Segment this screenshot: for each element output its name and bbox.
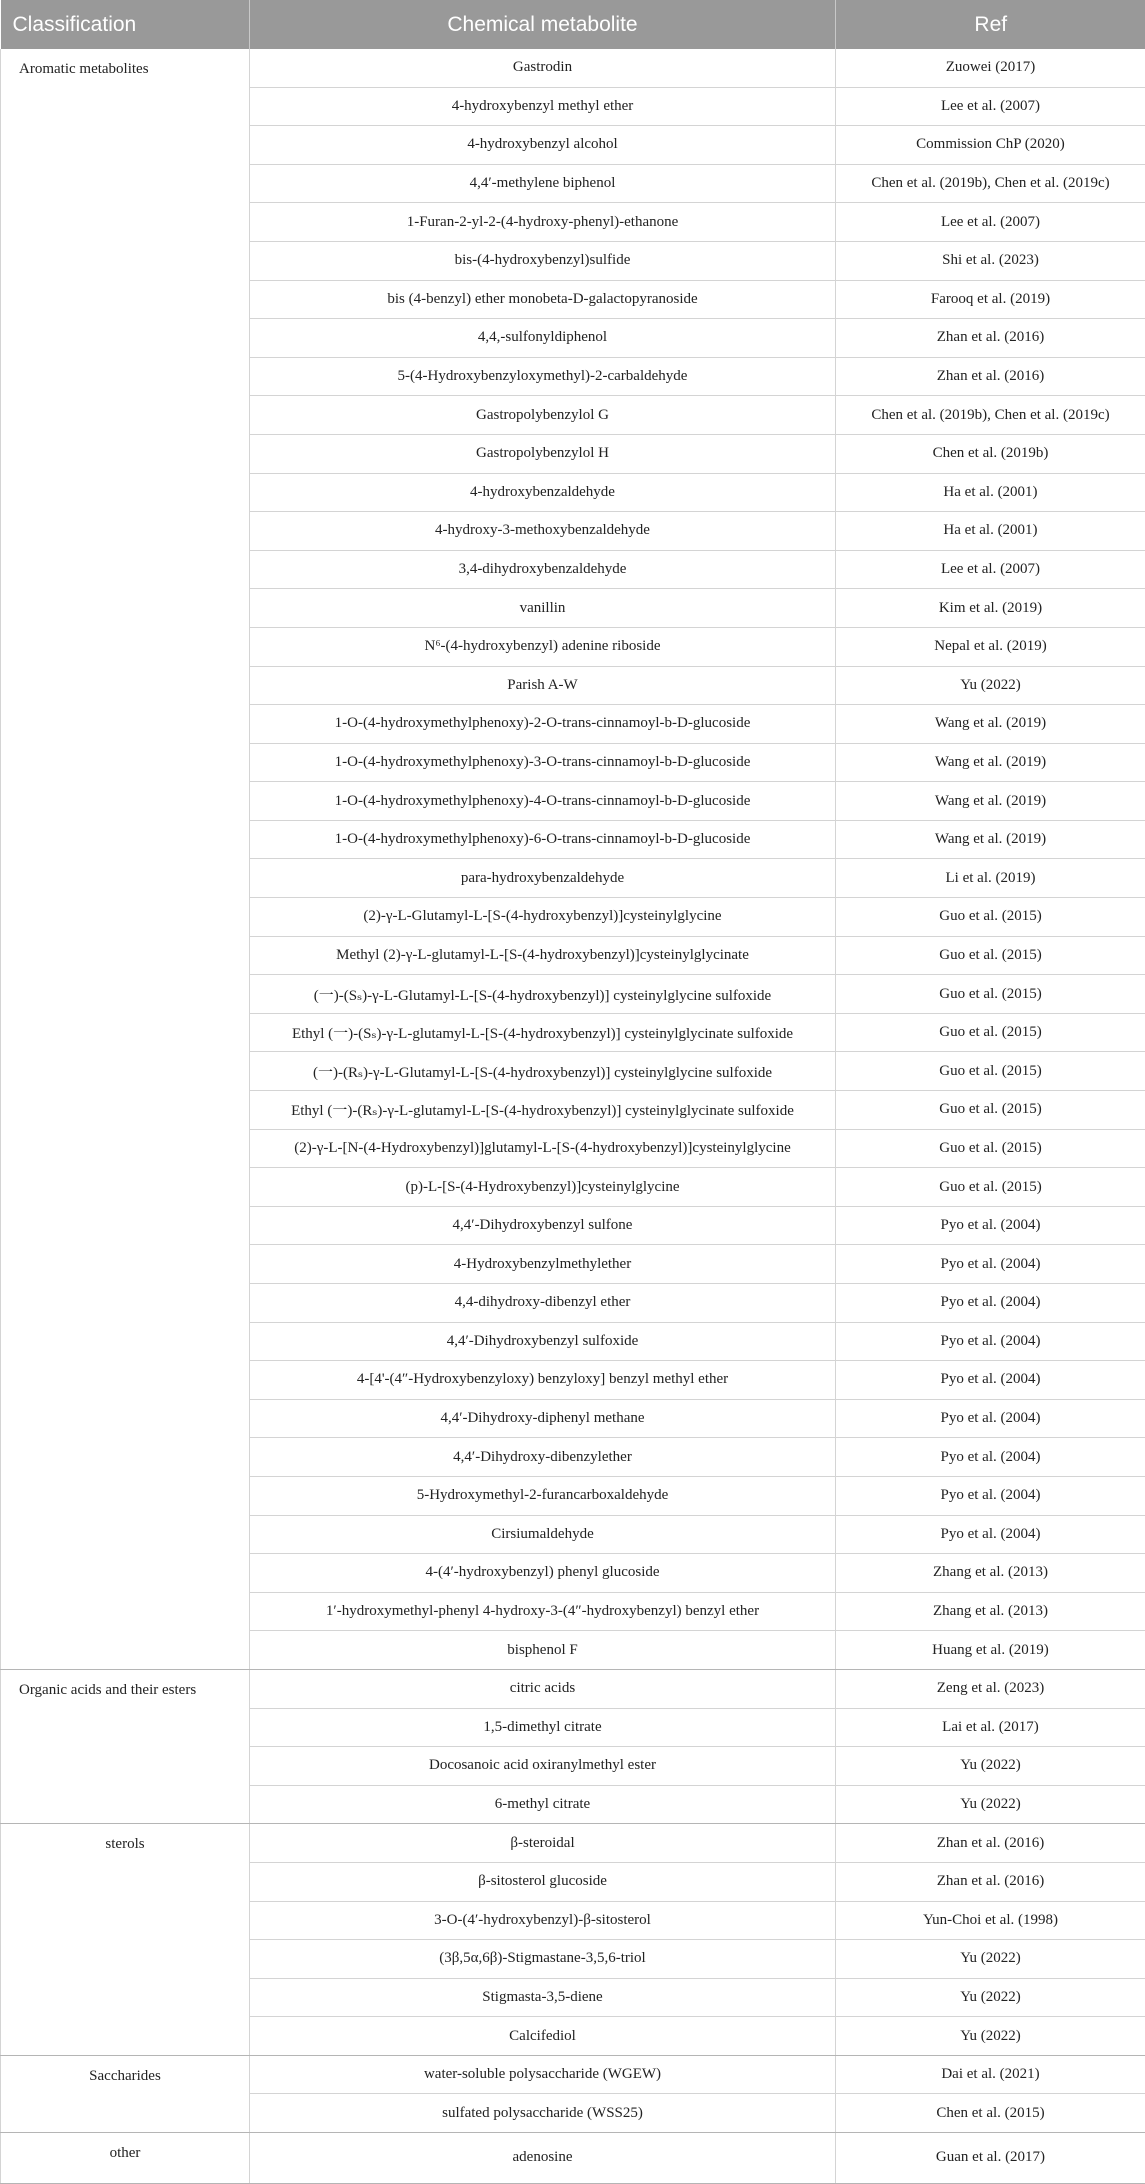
header-row xyxy=(1,0,1145,49)
ref-cell: Zhan et al. (2016) xyxy=(836,1824,1145,1863)
metabolite-cell: Calcifediol xyxy=(250,2017,836,2056)
metabolite-cell: Gastropolybenzylol H xyxy=(250,434,836,473)
classification-cell: Organic acids and their esters xyxy=(1,1669,250,1823)
metabolite-cell: 4-Hydroxybenzylmethylether xyxy=(250,1245,836,1284)
metabolite-cell: sulfated polysaccharide (WSS25) xyxy=(250,2094,836,2133)
ref-cell: Zuowei (2017) xyxy=(836,49,1145,87)
ref-cell: Pyo et al. (2004) xyxy=(836,1476,1145,1515)
ref-cell: Chen et al. (2019b) xyxy=(836,434,1145,473)
ref-cell: Pyo et al. (2004) xyxy=(836,1322,1145,1361)
ref-cell: Farooq et al. (2019) xyxy=(836,280,1145,319)
ref-cell: Guo et al. (2015) xyxy=(836,975,1145,1014)
metabolite-cell: bis (4-benzyl) ether monobeta-D-galactopyranoside xyxy=(250,280,836,319)
ref-cell: Guo et al. (2015) xyxy=(836,1013,1145,1052)
metabolite-cell: citric acids xyxy=(250,1669,836,1708)
metabolite-cell: adenosine xyxy=(250,2133,836,2184)
metabolite-cell: 3-O-(4′-hydroxybenzyl)-β-sitosterol xyxy=(250,1901,836,1940)
ref-cell: Zhang et al. (2013) xyxy=(836,1554,1145,1593)
ref-cell: Guo et al. (2015) xyxy=(836,1168,1145,1207)
ref-cell: Chen et al. (2019b), Chen et al. (2019c) xyxy=(836,164,1145,203)
ref-cell: Kim et al. (2019) xyxy=(836,589,1145,628)
ref-cell: Zhan et al. (2016) xyxy=(836,319,1145,358)
ref-cell: Pyo et al. (2004) xyxy=(836,1438,1145,1477)
table-row xyxy=(1,2133,1145,2184)
metabolite-cell: β-steroidal xyxy=(250,1824,836,1863)
classification-cell: Saccharides xyxy=(1,2055,250,2132)
metabolite-cell: Parish A-W xyxy=(250,666,836,705)
metabolite-cell: vanillin xyxy=(250,589,836,628)
metabolite-cell: 4,4,-sulfonyldiphenol xyxy=(250,319,836,358)
table-row xyxy=(1,1669,1145,1708)
ref-cell: Pyo et al. (2004) xyxy=(836,1245,1145,1284)
ref-cell: Guo et al. (2015) xyxy=(836,1052,1145,1091)
metabolite-cell: Methyl (2)-γ-L-glutamyl-L-[S-(4-hydroxybenzyl)]cysteinylglycinate xyxy=(250,936,836,975)
ref-cell: Zeng et al. (2023) xyxy=(836,1669,1145,1708)
metabolite-cell: 4-[4'-(4″-Hydroxybenzyloxy) benzyloxy] benzyl methyl ether xyxy=(250,1361,836,1400)
ref-cell: Guo et al. (2015) xyxy=(836,1091,1145,1130)
metabolite-cell: Docosanoic acid oxiranylmethyl ester xyxy=(250,1747,836,1786)
classification-cell: sterols xyxy=(1,1824,250,2056)
table-row xyxy=(1,49,1145,87)
metabolite-cell: Gastropolybenzylol G xyxy=(250,396,836,435)
ref-cell: Wang et al. (2019) xyxy=(836,743,1145,782)
metabolite-cell: 4,4′-Dihydroxy-dibenzylether xyxy=(250,1438,836,1477)
ref-cell: Li et al. (2019) xyxy=(836,859,1145,898)
ref-cell: Zhang et al. (2013) xyxy=(836,1592,1145,1631)
metabolite-cell: β-sitosterol glucoside xyxy=(250,1862,836,1901)
metabolite-cell: bis-(4-hydroxybenzyl)sulfide xyxy=(250,241,836,280)
metabolite-cell: 4,4′-Dihydroxy-diphenyl methane xyxy=(250,1399,836,1438)
ref-cell: Zhan et al. (2016) xyxy=(836,1862,1145,1901)
ref-cell: Yun-Choi et al. (1998) xyxy=(836,1901,1145,1940)
metabolite-cell: Gastrodin xyxy=(250,49,836,87)
ref-cell: Guan et al. (2017) xyxy=(836,2133,1145,2184)
ref-cell: Nepal et al. (2019) xyxy=(836,627,1145,666)
metabolite-cell: water-soluble polysaccharide (WGEW) xyxy=(250,2055,836,2094)
ref-cell: Guo et al. (2015) xyxy=(836,1129,1145,1168)
metabolite-cell: (p)-L-[S-(4-Hydroxybenzyl)]cysteinylglycine xyxy=(250,1168,836,1207)
ref-cell: Wang et al. (2019) xyxy=(836,782,1145,821)
ref-cell: Wang et al. (2019) xyxy=(836,705,1145,744)
metabolite-cell: 4-(4′-hydroxybenzyl) phenyl glucoside xyxy=(250,1554,836,1593)
ref-cell: Yu (2022) xyxy=(836,666,1145,705)
metabolite-cell: (2)-γ-L-[N-(4-Hydroxybenzyl)]glutamyl-L-[S-(4-hydroxybenzyl)]cysteinylglycine xyxy=(250,1129,836,1168)
ref-cell: Yu (2022) xyxy=(836,1940,1145,1979)
ref-cell: Pyo et al. (2004) xyxy=(836,1284,1145,1323)
metabolite-cell: 4,4-dihydroxy-dibenzyl ether xyxy=(250,1284,836,1323)
ref-cell: Wang et al. (2019) xyxy=(836,820,1145,859)
metabolite-cell: 4-hydroxybenzaldehyde xyxy=(250,473,836,512)
metabolite-cell: 4-hydroxy-3-methoxybenzaldehyde xyxy=(250,512,836,551)
metabolite-cell: (2)-γ-L-Glutamyl-L-[S-(4-hydroxybenzyl)]cysteinylglycine xyxy=(250,898,836,937)
ref-cell: Chen et al. (2019b), Chen et al. (2019c) xyxy=(836,396,1145,435)
metabolite-cell: N⁶-(4-hydroxybenzyl) adenine riboside xyxy=(250,627,836,666)
ref-cell: Huang et al. (2019) xyxy=(836,1631,1145,1670)
metabolite-cell: Cirsiumaldehyde xyxy=(250,1515,836,1554)
metabolite-cell: (一)-(Sₛ)-γ-L-Glutamyl-L-[S-(4-hydroxybenzyl)] cysteinylglycine sulfoxide xyxy=(250,975,836,1014)
ref-cell: Commission ChP (2020) xyxy=(836,126,1145,165)
ref-cell: Lee et al. (2007) xyxy=(836,550,1145,589)
header-ref: Ref xyxy=(836,0,1145,49)
metabolite-cell: 1-O-(4-hydroxymethylphenoxy)-3-O-trans-cinnamoyl-b-D-glucoside xyxy=(250,743,836,782)
ref-cell: Guo et al. (2015) xyxy=(836,898,1145,937)
metabolite-cell: 1-Furan-2-yl-2-(4-hydroxy-phenyl)-ethanone xyxy=(250,203,836,242)
metabolite-cell: Ethyl (一)-(Sₛ)-γ-L-glutamyl-L-[S-(4-hydroxybenzyl)] cysteinylglycinate sulfoxide xyxy=(250,1013,836,1052)
ref-cell: Shi et al. (2023) xyxy=(836,241,1145,280)
ref-cell: Lee et al. (2007) xyxy=(836,203,1145,242)
metabolite-cell: 4,4′-Dihydroxybenzyl sulfoxide xyxy=(250,1322,836,1361)
ref-cell: Lee et al. (2007) xyxy=(836,87,1145,126)
metabolite-cell: 4-hydroxybenzyl alcohol xyxy=(250,126,836,165)
ref-cell: Yu (2022) xyxy=(836,1785,1145,1824)
ref-cell: Yu (2022) xyxy=(836,1747,1145,1786)
ref-cell: Ha et al. (2001) xyxy=(836,473,1145,512)
metabolite-cell: 3,4-dihydroxybenzaldehyde xyxy=(250,550,836,589)
ref-cell: Yu (2022) xyxy=(836,1978,1145,2017)
metabolite-cell: Ethyl (一)-(Rₛ)-γ-L-glutamyl-L-[S-(4-hydroxybenzyl)] cysteinylglycinate sulfoxide xyxy=(250,1091,836,1130)
table-row xyxy=(1,1824,1145,1863)
metabolite-cell: Stigmasta-3,5-diene xyxy=(250,1978,836,2017)
ref-cell: Zhan et al. (2016) xyxy=(836,357,1145,396)
metabolite-cell: 1-O-(4-hydroxymethylphenoxy)-6-O-trans-cinnamoyl-b-D-glucoside xyxy=(250,820,836,859)
classification-cell: Aromatic metabolites xyxy=(1,49,250,1669)
metabolite-cell: 4,4′-Dihydroxybenzyl sulfone xyxy=(250,1206,836,1245)
metabolite-cell: bisphenol F xyxy=(250,1631,836,1670)
classification-cell: other xyxy=(1,2133,250,2184)
ref-cell: Ha et al. (2001) xyxy=(836,512,1145,551)
table-body xyxy=(1,49,1145,2183)
metabolite-cell: 5-(4-Hydroxybenzyloxymethyl)-2-carbaldehyde xyxy=(250,357,836,396)
header-chemical-metabolite: Chemical metabolite xyxy=(250,0,836,49)
ref-cell: Guo et al. (2015) xyxy=(836,936,1145,975)
metabolite-cell: (3β,5α,6β)-Stigmastane-3,5,6-triol xyxy=(250,1940,836,1979)
ref-cell: Pyo et al. (2004) xyxy=(836,1399,1145,1438)
table-header xyxy=(1,0,1145,49)
metabolite-cell: 1′-hydroxymethyl-phenyl 4-hydroxy-3-(4″-hydroxybenzyl) benzyl ether xyxy=(250,1592,836,1631)
ref-cell: Dai et al. (2021) xyxy=(836,2055,1145,2094)
header-classification: Classification xyxy=(1,0,250,49)
ref-cell: Pyo et al. (2004) xyxy=(836,1361,1145,1400)
metabolite-cell: (一)-(Rₛ)-γ-L-Glutamyl-L-[S-(4-hydroxybenzyl)] cysteinylglycine sulfoxide xyxy=(250,1052,836,1091)
metabolite-cell: para-hydroxybenzaldehyde xyxy=(250,859,836,898)
metabolite-cell: 1,5-dimethyl citrate xyxy=(250,1708,836,1747)
ref-cell: Lai et al. (2017) xyxy=(836,1708,1145,1747)
metabolite-cell: 4-hydroxybenzyl methyl ether xyxy=(250,87,836,126)
metabolite-cell: 4,4′-methylene biphenol xyxy=(250,164,836,203)
metabolite-cell: 1-O-(4-hydroxymethylphenoxy)-4-O-trans-cinnamoyl-b-D-glucoside xyxy=(250,782,836,821)
ref-cell: Yu (2022) xyxy=(836,2017,1145,2056)
ref-cell: Chen et al. (2015) xyxy=(836,2094,1145,2133)
metabolite-cell: 6-methyl citrate xyxy=(250,1785,836,1824)
table-row xyxy=(1,2055,1145,2094)
ref-cell: Pyo et al. (2004) xyxy=(836,1206,1145,1245)
metabolite-cell: 5-Hydroxymethyl-2-furancarboxaldehyde xyxy=(250,1476,836,1515)
ref-cell: Pyo et al. (2004) xyxy=(836,1515,1145,1554)
metabolite-cell: 1-O-(4-hydroxymethylphenoxy)-2-O-trans-cinnamoyl-b-D-glucoside xyxy=(250,705,836,744)
